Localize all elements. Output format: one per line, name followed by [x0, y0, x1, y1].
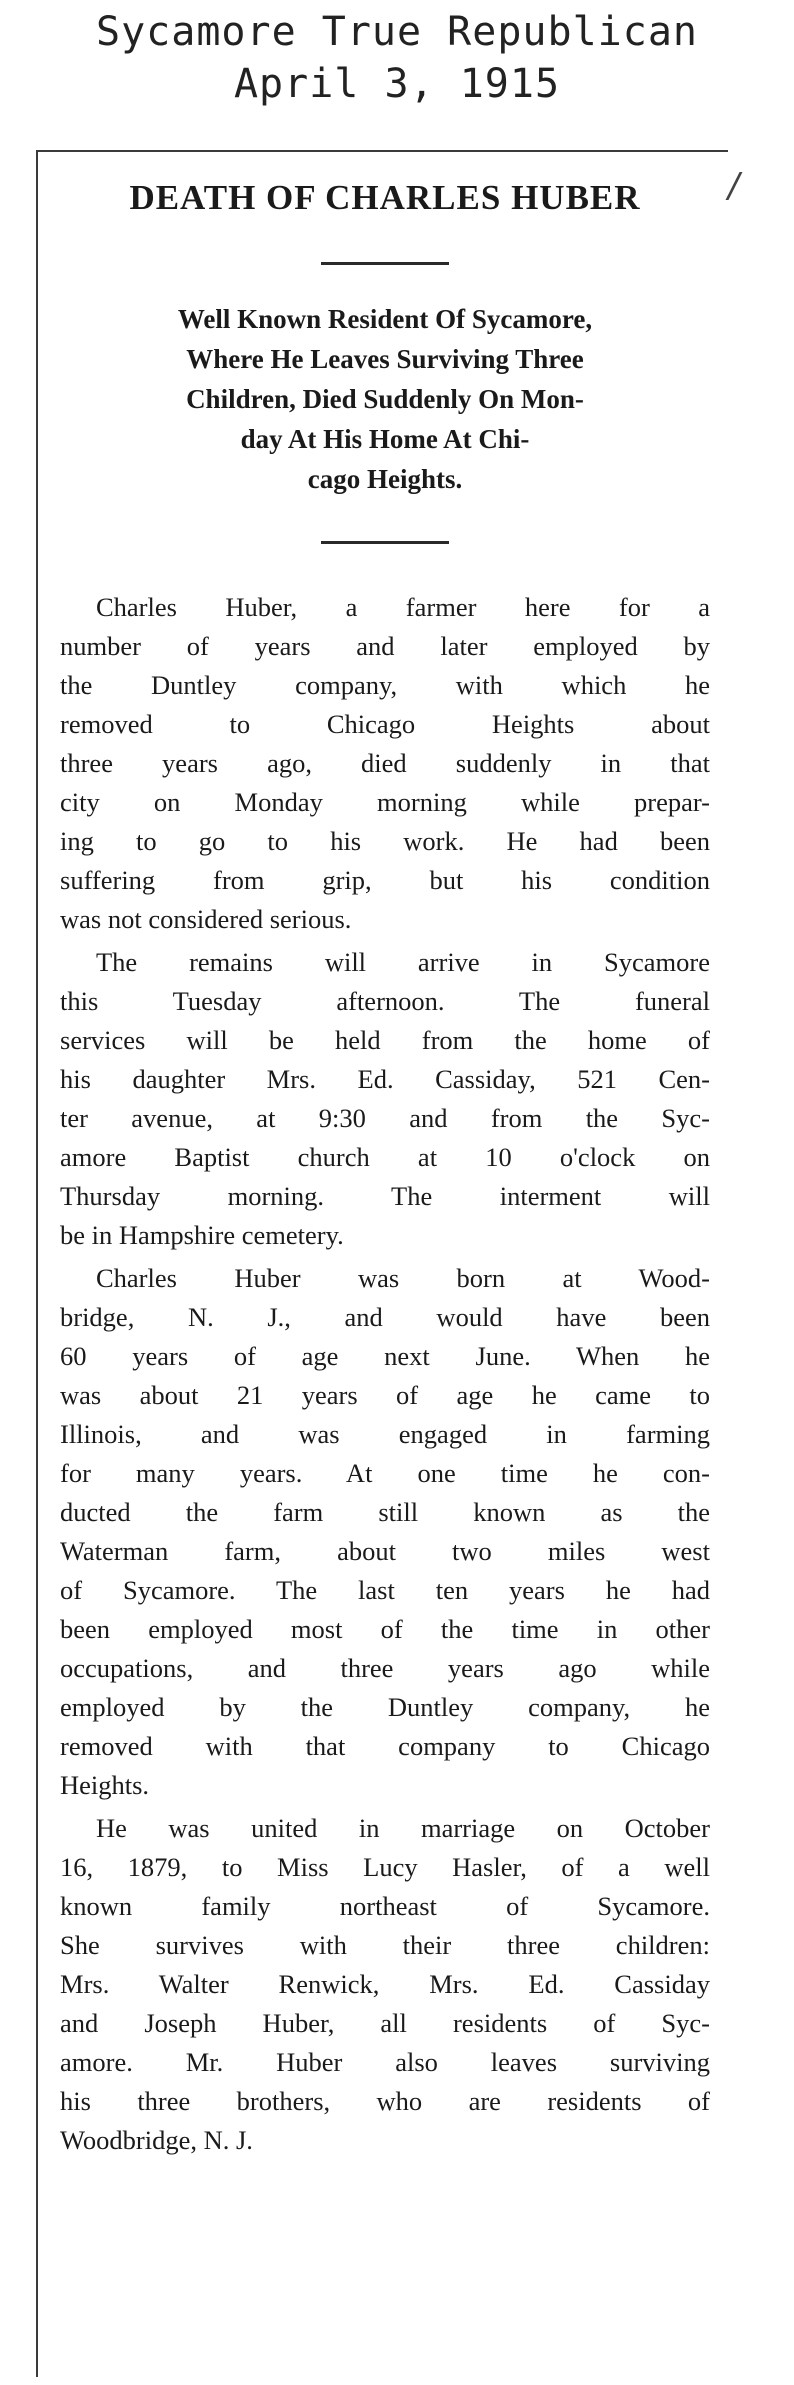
headline-divider: [321, 262, 449, 265]
body-line: been employed most of the time in other: [60, 1614, 710, 1644]
article-paragraph: [60, 943, 710, 1255]
body-line: bridge, N. J., and would have been: [60, 1302, 710, 1332]
article-paragraph: [60, 1259, 710, 1805]
source-caption: [0, 6, 794, 110]
body-line: removed to Chicago Heights about: [60, 709, 710, 739]
body-line: Illinois, and was engaged in farming: [60, 1419, 710, 1449]
body-line: of Sycamore. The last ten years he had: [60, 1575, 710, 1605]
body-line: services will be held from the home of: [60, 1025, 710, 1055]
body-line: 16, 1879, to Miss Lucy Hasler, of a well: [60, 1852, 710, 1882]
body-line: city on Monday morning while prepar-: [60, 787, 710, 817]
body-line: ing to go to his work. He had been: [60, 826, 710, 856]
body-line: occupations, and three years ago while: [60, 1653, 710, 1683]
body-line: She survives with their three children:: [60, 1930, 710, 1960]
body-line: his daughter Mrs. Ed. Cassiday, 521 Cen-: [60, 1064, 710, 1094]
body-line: known family northeast of Sycamore.: [60, 1891, 710, 1921]
body-line: ter avenue, at 9:30 and from the Syc-: [60, 1103, 710, 1133]
subhead-line: day At His Home At Chi-: [240, 424, 530, 454]
newspaper-name: Sycamore True Republican: [96, 9, 698, 55]
body-line: employed by the Duntley company, he: [60, 1692, 710, 1722]
body-line: He was united in marriage on October: [96, 1813, 710, 1843]
article-subhead: [60, 299, 710, 499]
body-line: Charles Huber, a farmer here for a: [96, 592, 710, 622]
subhead-divider: [321, 541, 449, 544]
body-line: his three brothers, who are residents of: [60, 2086, 710, 2116]
body-line: Mrs. Walter Renwick, Mrs. Ed. Cassiday: [60, 1969, 710, 1999]
body-line: ducted the farm still known as the: [60, 1497, 710, 1527]
body-line: Thursday morning. The interment will: [60, 1181, 710, 1211]
body-line: Waterman farm, about two miles west: [60, 1536, 710, 1566]
body-line: was not considered serious.: [60, 904, 352, 934]
article-body: [60, 588, 710, 2160]
body-line: number of years and later employed by: [60, 631, 710, 661]
body-line: three years ago, died suddenly in that: [60, 748, 710, 778]
article-paragraph: [60, 588, 710, 939]
body-line: Heights.: [60, 1770, 150, 1800]
subhead-line: Where He Leaves Surviving Three: [186, 344, 584, 374]
body-line: amore Baptist church at 10 o'clock on: [60, 1142, 710, 1172]
pencil-mark: /: [728, 166, 740, 206]
body-line: Charles Huber was born at Wood-: [96, 1263, 710, 1293]
body-line: 60 years of age next June. When he: [60, 1341, 710, 1371]
body-line: for many years. At one time he con-: [60, 1458, 710, 1488]
body-line: the Duntley company, with which he: [60, 670, 710, 700]
article: [60, 176, 710, 2164]
subhead-line: cago Heights.: [307, 464, 463, 494]
body-line: was about 21 years of age he came to: [60, 1380, 710, 1410]
body-line: suffering from grip, but his condition: [60, 865, 710, 895]
body-line: amore. Mr. Huber also leaves surviving: [60, 2047, 710, 2077]
body-line: The remains will arrive in Sycamore: [96, 947, 710, 977]
body-line: removed with that company to Chicago: [60, 1731, 710, 1761]
article-headline: DEATH OF CHARLES HUBER: [129, 178, 641, 217]
article-paragraph: [60, 1809, 710, 2160]
body-line: this Tuesday afternoon. The funeral: [60, 986, 710, 1016]
publication-date: April 3, 1915: [233, 61, 561, 107]
newspaper-clipping: [36, 150, 728, 2377]
subhead-line: Well Known Resident Of Sycamore,: [177, 304, 593, 334]
subhead-line: Children, Died Suddenly On Mon-: [186, 384, 584, 414]
body-line: Woodbridge, N. J.: [60, 2125, 253, 2155]
body-line: and Joseph Huber, all residents of Syc-: [60, 2008, 710, 2038]
body-line: be in Hampshire cemetery.: [60, 1220, 344, 1250]
